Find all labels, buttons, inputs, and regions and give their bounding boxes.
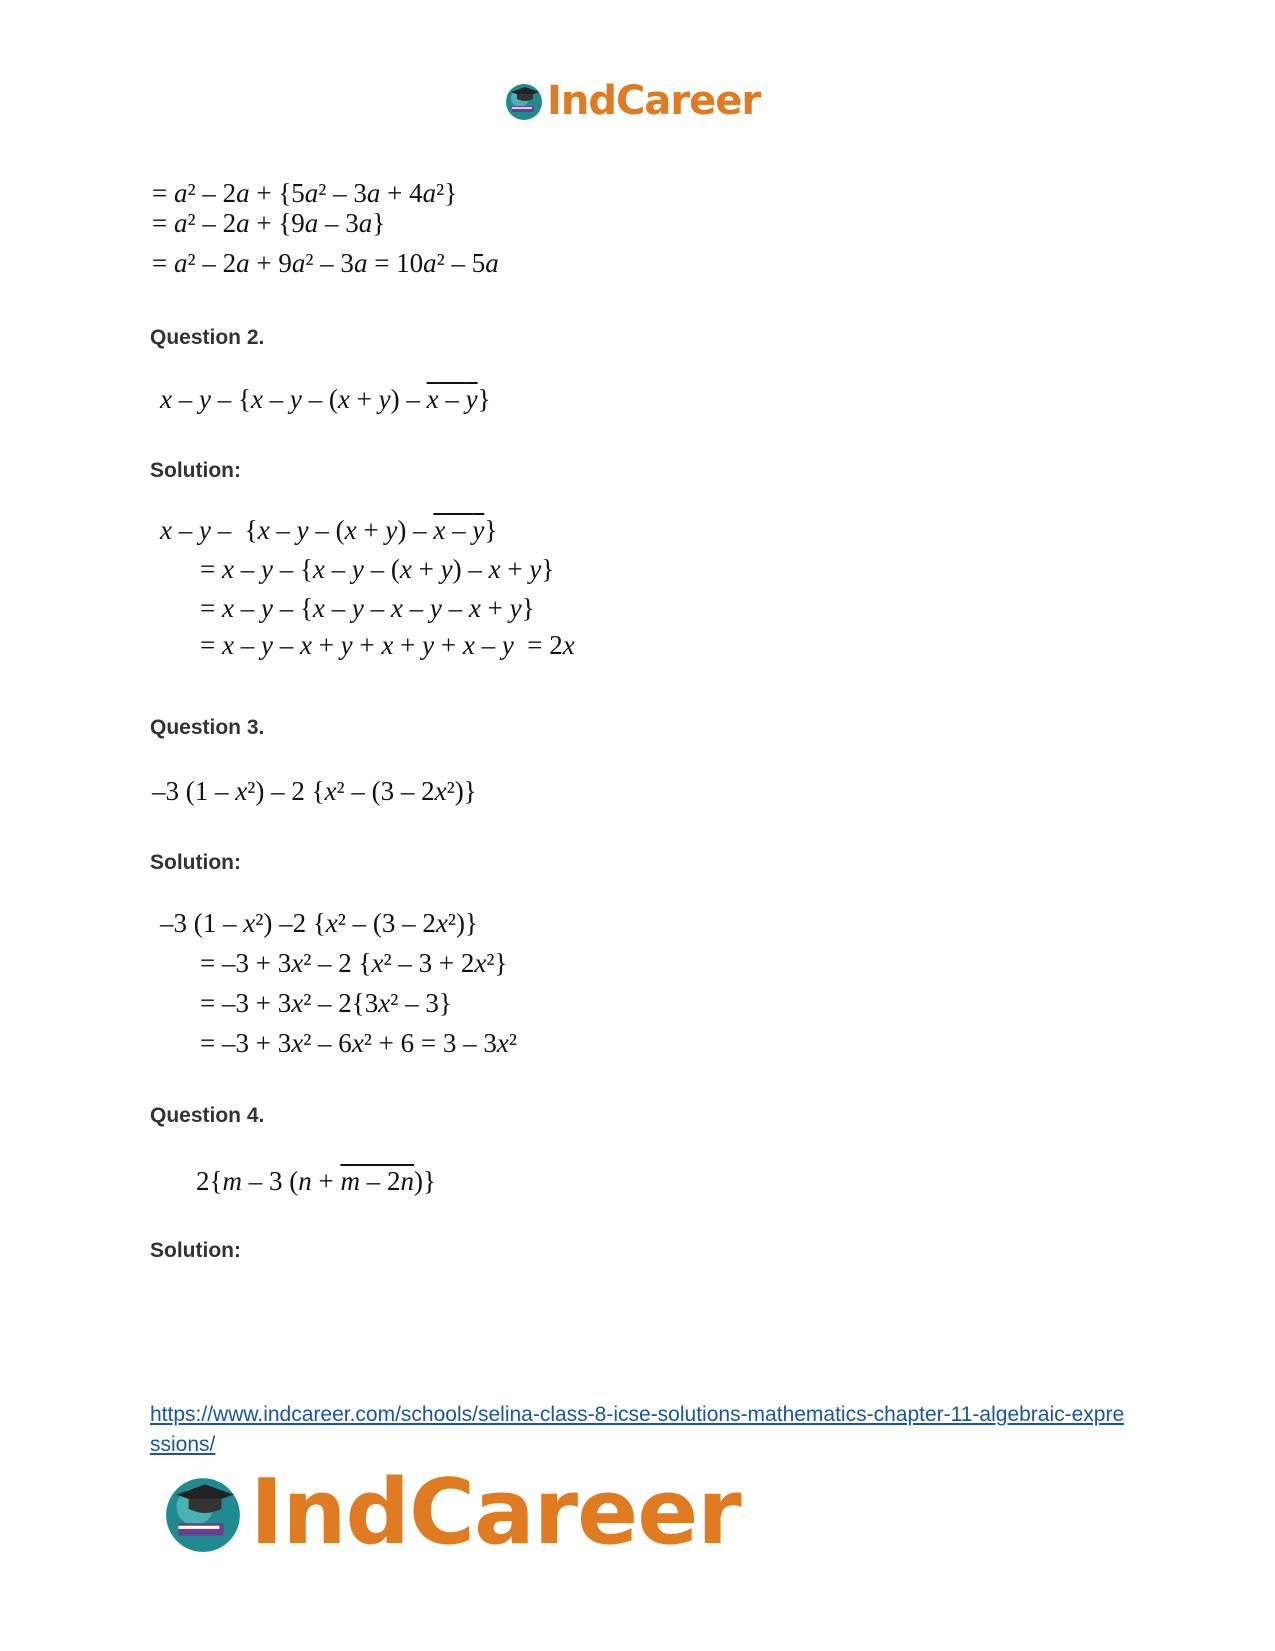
math-line: = –3 + 3x² – 2 {x² – 3 + 2x²} xyxy=(200,948,508,978)
graduation-globe-icon xyxy=(160,1470,246,1556)
question-3-expression: –3 (1 – x²) – 2 {x² – (3 – 2x²)} xyxy=(152,776,477,806)
question-2-expression: x – y – {x – y – (x + y) – x – y} xyxy=(160,384,491,414)
question-4-expression: 2{m – 3 (n + m – 2n)} xyxy=(196,1166,436,1196)
source-url-link[interactable]: https://www.indcareer.com/schools/selina-class-8-icse-solutions-mathematics-chapter-11-algebraic-expressions/ xyxy=(150,1403,1125,1456)
math-line: = x – y – {x – y – x – y – x + y} xyxy=(200,593,535,623)
math-line: x – y – {x – y – (x + y) – x – y} xyxy=(160,515,498,545)
solution-label: Solution: xyxy=(150,1239,241,1262)
question-4-label: Question 4. xyxy=(150,1104,265,1127)
math-line: = a² – 2a + {5a² – 3a + 4a²} xyxy=(152,178,458,208)
logo-text: IndCareer xyxy=(547,78,761,124)
math-line: = a² – 2a + {9a – 3a} xyxy=(152,208,386,238)
header-logo xyxy=(503,78,760,124)
math-line: –3 (1 – x²) –2 {x² – (3 – 2x²)} xyxy=(160,908,478,938)
math-line: = a² – 2a + 9a² – 3a = 10a² – 5a xyxy=(152,248,499,278)
solution-label: Solution: xyxy=(150,851,241,874)
graduation-globe-icon xyxy=(503,80,545,122)
math-line: = –3 + 3x² – 2{3x² – 3} xyxy=(200,988,452,1018)
math-line: = x – y – x + y + x + y + x – y = 2x xyxy=(200,630,575,660)
math-line: = –3 + 3x² – 6x² + 6 = 3 – 3x² xyxy=(200,1028,517,1058)
question-3-label: Question 3. xyxy=(150,716,265,739)
question-2-label: Question 2. xyxy=(150,326,265,349)
logo-text: IndCareer xyxy=(250,1460,741,1565)
solution-label: Solution: xyxy=(150,459,241,482)
math-line: = x – y – {x – y – (x + y) – x + y} xyxy=(200,554,555,584)
footer-logo xyxy=(160,1460,741,1565)
